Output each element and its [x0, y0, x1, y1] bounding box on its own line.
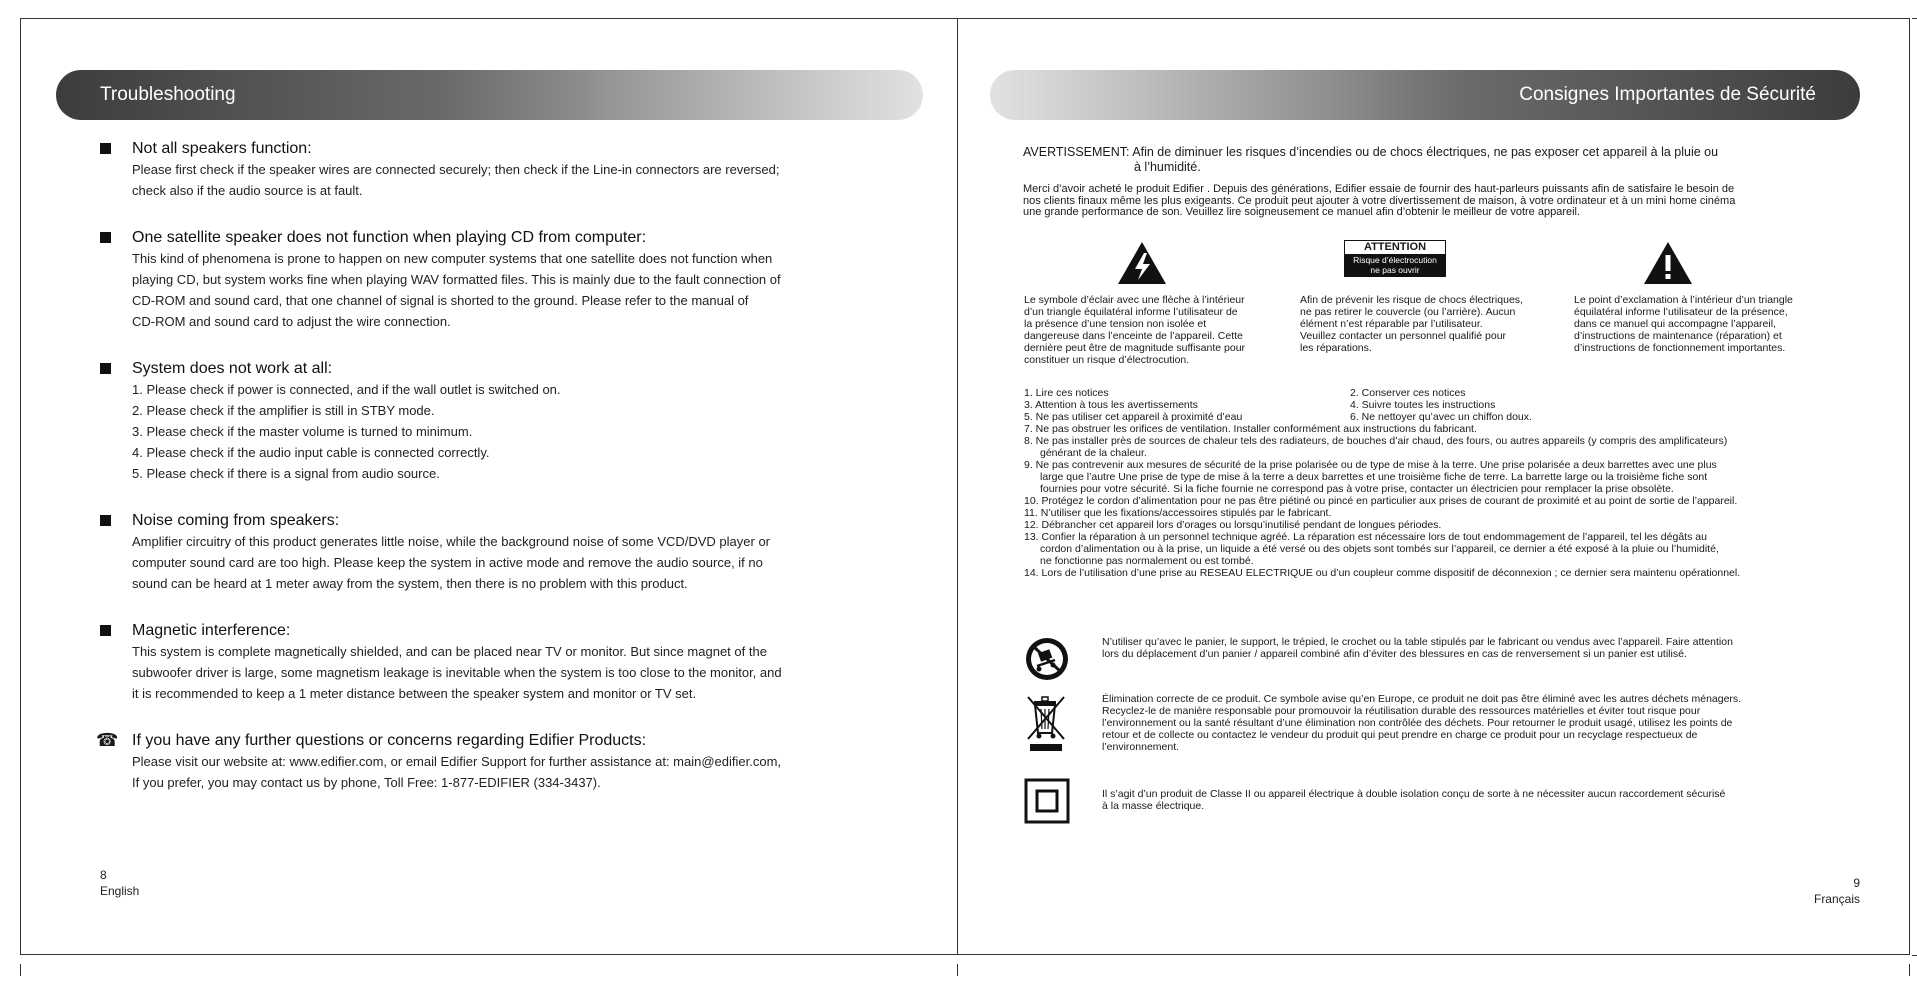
item-line: check also if the audio source is at fault.	[132, 183, 363, 198]
symbol-description	[1024, 294, 1264, 366]
description-line: d’instructions de maintenance (réparation) et	[1574, 330, 1782, 342]
page-french	[958, 18, 1910, 955]
description-line: Le symbole d’éclair avec une flèche à l’intérieur	[1024, 294, 1245, 306]
item-line: it is recommended to keep a 1 meter distance between the speaker system and monitor or TV set.	[132, 686, 697, 701]
list-item	[100, 138, 850, 201]
attention-title: ATTENTION	[1345, 241, 1445, 254]
description-line: dernière peut être de magnitude suffisante pour	[1024, 342, 1246, 354]
description-line: Afin de prévenir les risque de chocs électriques,	[1300, 294, 1523, 306]
description-line: Veuillez contacter un personnel qualifié pour	[1300, 330, 1507, 342]
description-line: la présence d’une tension non isolée et	[1024, 318, 1207, 330]
instruction-item: cordon d’alimentation ou à la prise, un liquide a été versé ou des objets sont tombés sur l’appareil, ce dernier a été exposé à la pluie ou l’humidité,	[1040, 543, 1719, 555]
item-heading: One satellite speaker does not function when playing CD from computer:	[132, 229, 647, 246]
list-item	[100, 510, 850, 594]
item-heading: Not all speakers function:	[132, 140, 312, 157]
page-language: Français	[1813, 892, 1860, 906]
instruction-item: 6. Ne nettoyer qu’avec un chiffon doux.	[1350, 411, 1532, 423]
item-line: 4. Please check if the audio input cable is connected correctly.	[132, 445, 490, 460]
symbol-description	[1574, 294, 1814, 354]
lightning-triangle-icon	[1116, 240, 1168, 286]
item-line: Amplifier circuitry of this product generates little noise, while the background noise of some VCD/DVD player or	[132, 534, 771, 549]
description-line: d’instructions de fonctionnement importantes.	[1574, 342, 1786, 354]
page-number: 8	[100, 868, 107, 882]
square-bullet-icon	[100, 232, 111, 243]
item-line: This system is complete magnetically shielded, and can be placed near TV or monitor. But since magnet of the	[132, 644, 767, 659]
square-bullet-icon	[100, 515, 111, 526]
attention-line: ne pas ouvrir	[1370, 265, 1420, 275]
description-line: ne pas retirer le couvercle (ou l’arrière). Aucun	[1300, 306, 1516, 318]
section-header-troubleshooting	[56, 70, 923, 120]
troubleshooting-list	[96, 138, 850, 819]
item-line: Please visit our website at: www.edifier.com, or email Edifier Support for further assistance at: main@edifier.com,	[132, 754, 782, 769]
notice-line: Il s’agit d’un produit de Classe II ou appareil électrique à double isolation conçu de sorte à ne nécessiter aucun raccordement sécurisé	[1102, 788, 1726, 800]
square-bullet-icon	[100, 625, 111, 636]
list-item	[100, 358, 850, 484]
instruction-item: 8. Ne pas installer près de sources de chaleur tels des radiateurs, de bouches d’air chaud, des fours, ou autres appareils (y compris des amplificateurs)	[1024, 435, 1728, 447]
warning-line: AVERTISSEMENT: Afin de diminuer les risques d’incendies ou de chocs électriques, ne pas exposer cet appareil à la pluie ou	[1023, 145, 1719, 159]
double-insulation-icon	[1024, 778, 1070, 824]
item-line: 5. Please check if there is a signal from audio source.	[132, 466, 440, 481]
description-line: les réparations.	[1300, 342, 1372, 354]
list-item	[96, 730, 850, 793]
intro-line: une grande performance de son. Veuillez lire soigneusement ce manuel afin d’obtenir le meilleur de votre appareil.	[1023, 206, 1581, 218]
instruction-item: 4. Suivre toutes les instructions	[1350, 399, 1496, 411]
instruction-column	[1350, 387, 1610, 423]
cart-tip-over-icon	[1024, 636, 1070, 682]
instruction-item: 7. Ne pas obstruer les orifices de ventilation. Installer conformément aux instructions du fabricant.	[1024, 423, 1477, 435]
notice-line: Élimination correcte de ce produit. Ce symbole avise qu’en Europe, ce produit ne doit pas être éliminé avec les autres déchets ménagers.	[1102, 693, 1742, 705]
item-line: CD-ROM and sound card to adjust the wire connection.	[132, 314, 451, 329]
instruction-item: 2. Conserver ces notices	[1350, 387, 1466, 399]
crop-mark	[957, 964, 958, 976]
instruction-item: 5. Ne pas utiliser cet appareil à proximité d’eau	[1024, 411, 1243, 423]
attention-line: Risque d’électrocution	[1353, 255, 1437, 265]
notice-line: Recyclez-le de manière responsable pour promouvoir la réutilisation durable des ressources matérielles et éviter tout risque pour	[1102, 705, 1701, 717]
page-number: 9	[1853, 876, 1860, 890]
item-heading: If you have any further questions or concerns regarding Edifier Products:	[132, 732, 647, 749]
attention-label	[1344, 240, 1446, 277]
notice-line: retour et de collecte ou contactez le vendeur du produit qui peut prendre en charge ce produit pour un recyclage respectueux de	[1102, 729, 1698, 741]
list-item	[100, 227, 850, 332]
square-bullet-icon	[100, 143, 111, 154]
section-title: Troubleshooting	[100, 84, 236, 105]
crossed-bin-icon	[1024, 693, 1068, 753]
intro-paragraph	[1023, 184, 1843, 219]
exclamation-triangle-icon	[1642, 240, 1694, 286]
item-line: computer sound card are too high. Please keep the system in active mode and remove the audio source, if no	[132, 555, 763, 570]
description-line: élément n’est réparable par l’utilisateur.	[1300, 318, 1483, 330]
crop-mark	[1912, 955, 1917, 956]
item-line: 1. Please check if power is connected, and if the wall outlet is switched on.	[132, 382, 561, 397]
instruction-item: 3. Attention à tous les avertissements	[1024, 399, 1198, 411]
item-line: 2. Please check if the amplifier is still in STBY mode.	[132, 403, 435, 418]
section-header-safety	[990, 70, 1860, 120]
list-item	[100, 620, 850, 704]
page-footer	[1810, 875, 1860, 907]
description-line: Le point d’exclamation à l’intérieur d’un triangle	[1574, 294, 1793, 306]
notice-line: lors du déplacement d’un panier / appareil combiné afin d’éviter des blessures en cas de renversement si un panier est utilisé.	[1102, 648, 1687, 660]
description-line: dangereuse dans l’enceinte de l’appareil. Cette	[1024, 330, 1243, 342]
item-heading: Noise coming from speakers:	[132, 512, 340, 529]
item-line: subwoofer driver is large, some magnetism leakage is inevitable when the system is too close to the monitor, and	[132, 665, 782, 680]
notice-line: l’environnement ou la santé résultant d’une élimination non contrôlée des déchets. Pour retourner le produit usagé, utilisez les points de	[1102, 717, 1733, 729]
page-language: English	[100, 884, 140, 898]
instruction-item: ne fonctionne pas normalement ou est tombé.	[1040, 555, 1254, 567]
instruction-item: large que l’autre Une prise de type de mise à la terre a deux barrettes et une troisième fiche de terre. La barrette large ou la troisième fiche sont	[1040, 471, 1708, 483]
notice-line: N’utiliser qu’avec le panier, le support, le trépied, le crochet ou la table stipulés par le fabricant ou vendus avec l’appareil. Faire attention	[1102, 636, 1733, 648]
notice-line: l’environnement.	[1102, 741, 1180, 753]
notice-line: à la masse électrique.	[1102, 800, 1205, 812]
instruction-item: 9. Ne pas contrevenir aux mesures de sécurité de la prise polarisée ou de type de mise à la terre. Une prise polarisée a deux barrettes avec une plus	[1024, 459, 1717, 471]
item-line: sound can be heard at 1 meter away from the system, then there is no problem with this product.	[132, 576, 688, 591]
telephone-icon: ☎	[96, 730, 119, 750]
item-line: playing CD, but system works fine when playing WAV formatted files. This is mainly due to the fault connection of	[132, 272, 781, 287]
instruction-column	[1024, 387, 1404, 423]
description-line: d’un triangle équilatéral informe l’utilisateur de	[1024, 306, 1238, 318]
symbol-description	[1300, 294, 1540, 354]
item-line: Please first check if the speaker wires are connected securely; then check if the Line-in connectors are reversed;	[132, 162, 780, 177]
instruction-item: 11. N’utiliser que les fixations/accessoires stipulés par le fabricant.	[1024, 507, 1332, 519]
instruction-item: 10. Protégez le cordon d’alimentation pour ne pas être piétiné ou pincé en particulier aux prises de courant de proximité et au point de sortie de l’appareil.	[1024, 495, 1738, 507]
crop-mark	[20, 964, 21, 976]
section-title: Consignes Importantes de Sécurité	[1519, 84, 1816, 105]
warning-text	[1023, 145, 1843, 175]
intro-line: Merci d’avoir acheté le produit Edifier . Depuis des générations, Edifier essaie de fournir des haut-parleurs puissants afin de satisfaire le besoin de	[1023, 183, 1735, 195]
item-heading: Magnetic interference:	[132, 622, 291, 639]
instruction-item: 1. Lire ces notices	[1024, 387, 1109, 399]
description-line: dans ce manuel qui accompagne l’appareil,	[1574, 318, 1776, 330]
square-bullet-icon	[100, 363, 111, 374]
warning-line: à l’humidité.	[1134, 160, 1201, 174]
item-line: 3. Please check if the master volume is turned to minimum.	[132, 424, 473, 439]
item-line: If you prefer, you may contact us by phone, Toll Free: 1-877-EDIFIER (334-3437).	[132, 775, 601, 790]
item-line: This kind of phenomena is prone to happen on new computer systems that one satellite does not function when	[132, 251, 773, 266]
intro-line: nos clients finaux même les plus exigeants. Ce produit peut ajouter à votre divertissement de maison, à votre ordinateur et à un mini home cinéma	[1023, 194, 1736, 207]
instruction-item: générant de la chaleur.	[1040, 447, 1147, 459]
instruction-item: 13. Confier la réparation à un personnel technique agréé. La réparation est nécessaire lors de tout endommagement de l’appareil, tel les dégâts au	[1024, 531, 1707, 543]
instruction-item: 12. Débrancher cet appareil lors d’orages ou lorsqu’inutilisé pendant de longues périodes.	[1024, 519, 1442, 531]
instruction-list	[1024, 423, 1854, 579]
item-line: CD-ROM and sound card, that one channel of signal is shorted to the ground. Please refer to the manual of	[132, 293, 749, 308]
page-english	[20, 18, 957, 955]
description-line: équilatéral informe l’utilisateur de la présence,	[1574, 306, 1788, 318]
description-line: constituer un risque d’électrocution.	[1024, 354, 1190, 366]
item-heading: System does not work at all:	[132, 360, 333, 377]
crop-mark	[1909, 964, 1910, 976]
page-footer	[100, 867, 139, 899]
crop-mark	[1912, 18, 1917, 19]
instruction-item: 14. Lors de l’utilisation d’une prise au RESEAU ELECTRIQUE ou d’un coupleur comme dispositif de déconnexion ; ce dernier sera maintenu opérationnel.	[1024, 567, 1741, 579]
instruction-item: fournies pour votre sécurité. Si la fiche fournie ne correspond pas à votre prise, contacter un électricien pour remplacer la prise obsolète.	[1040, 483, 1674, 495]
